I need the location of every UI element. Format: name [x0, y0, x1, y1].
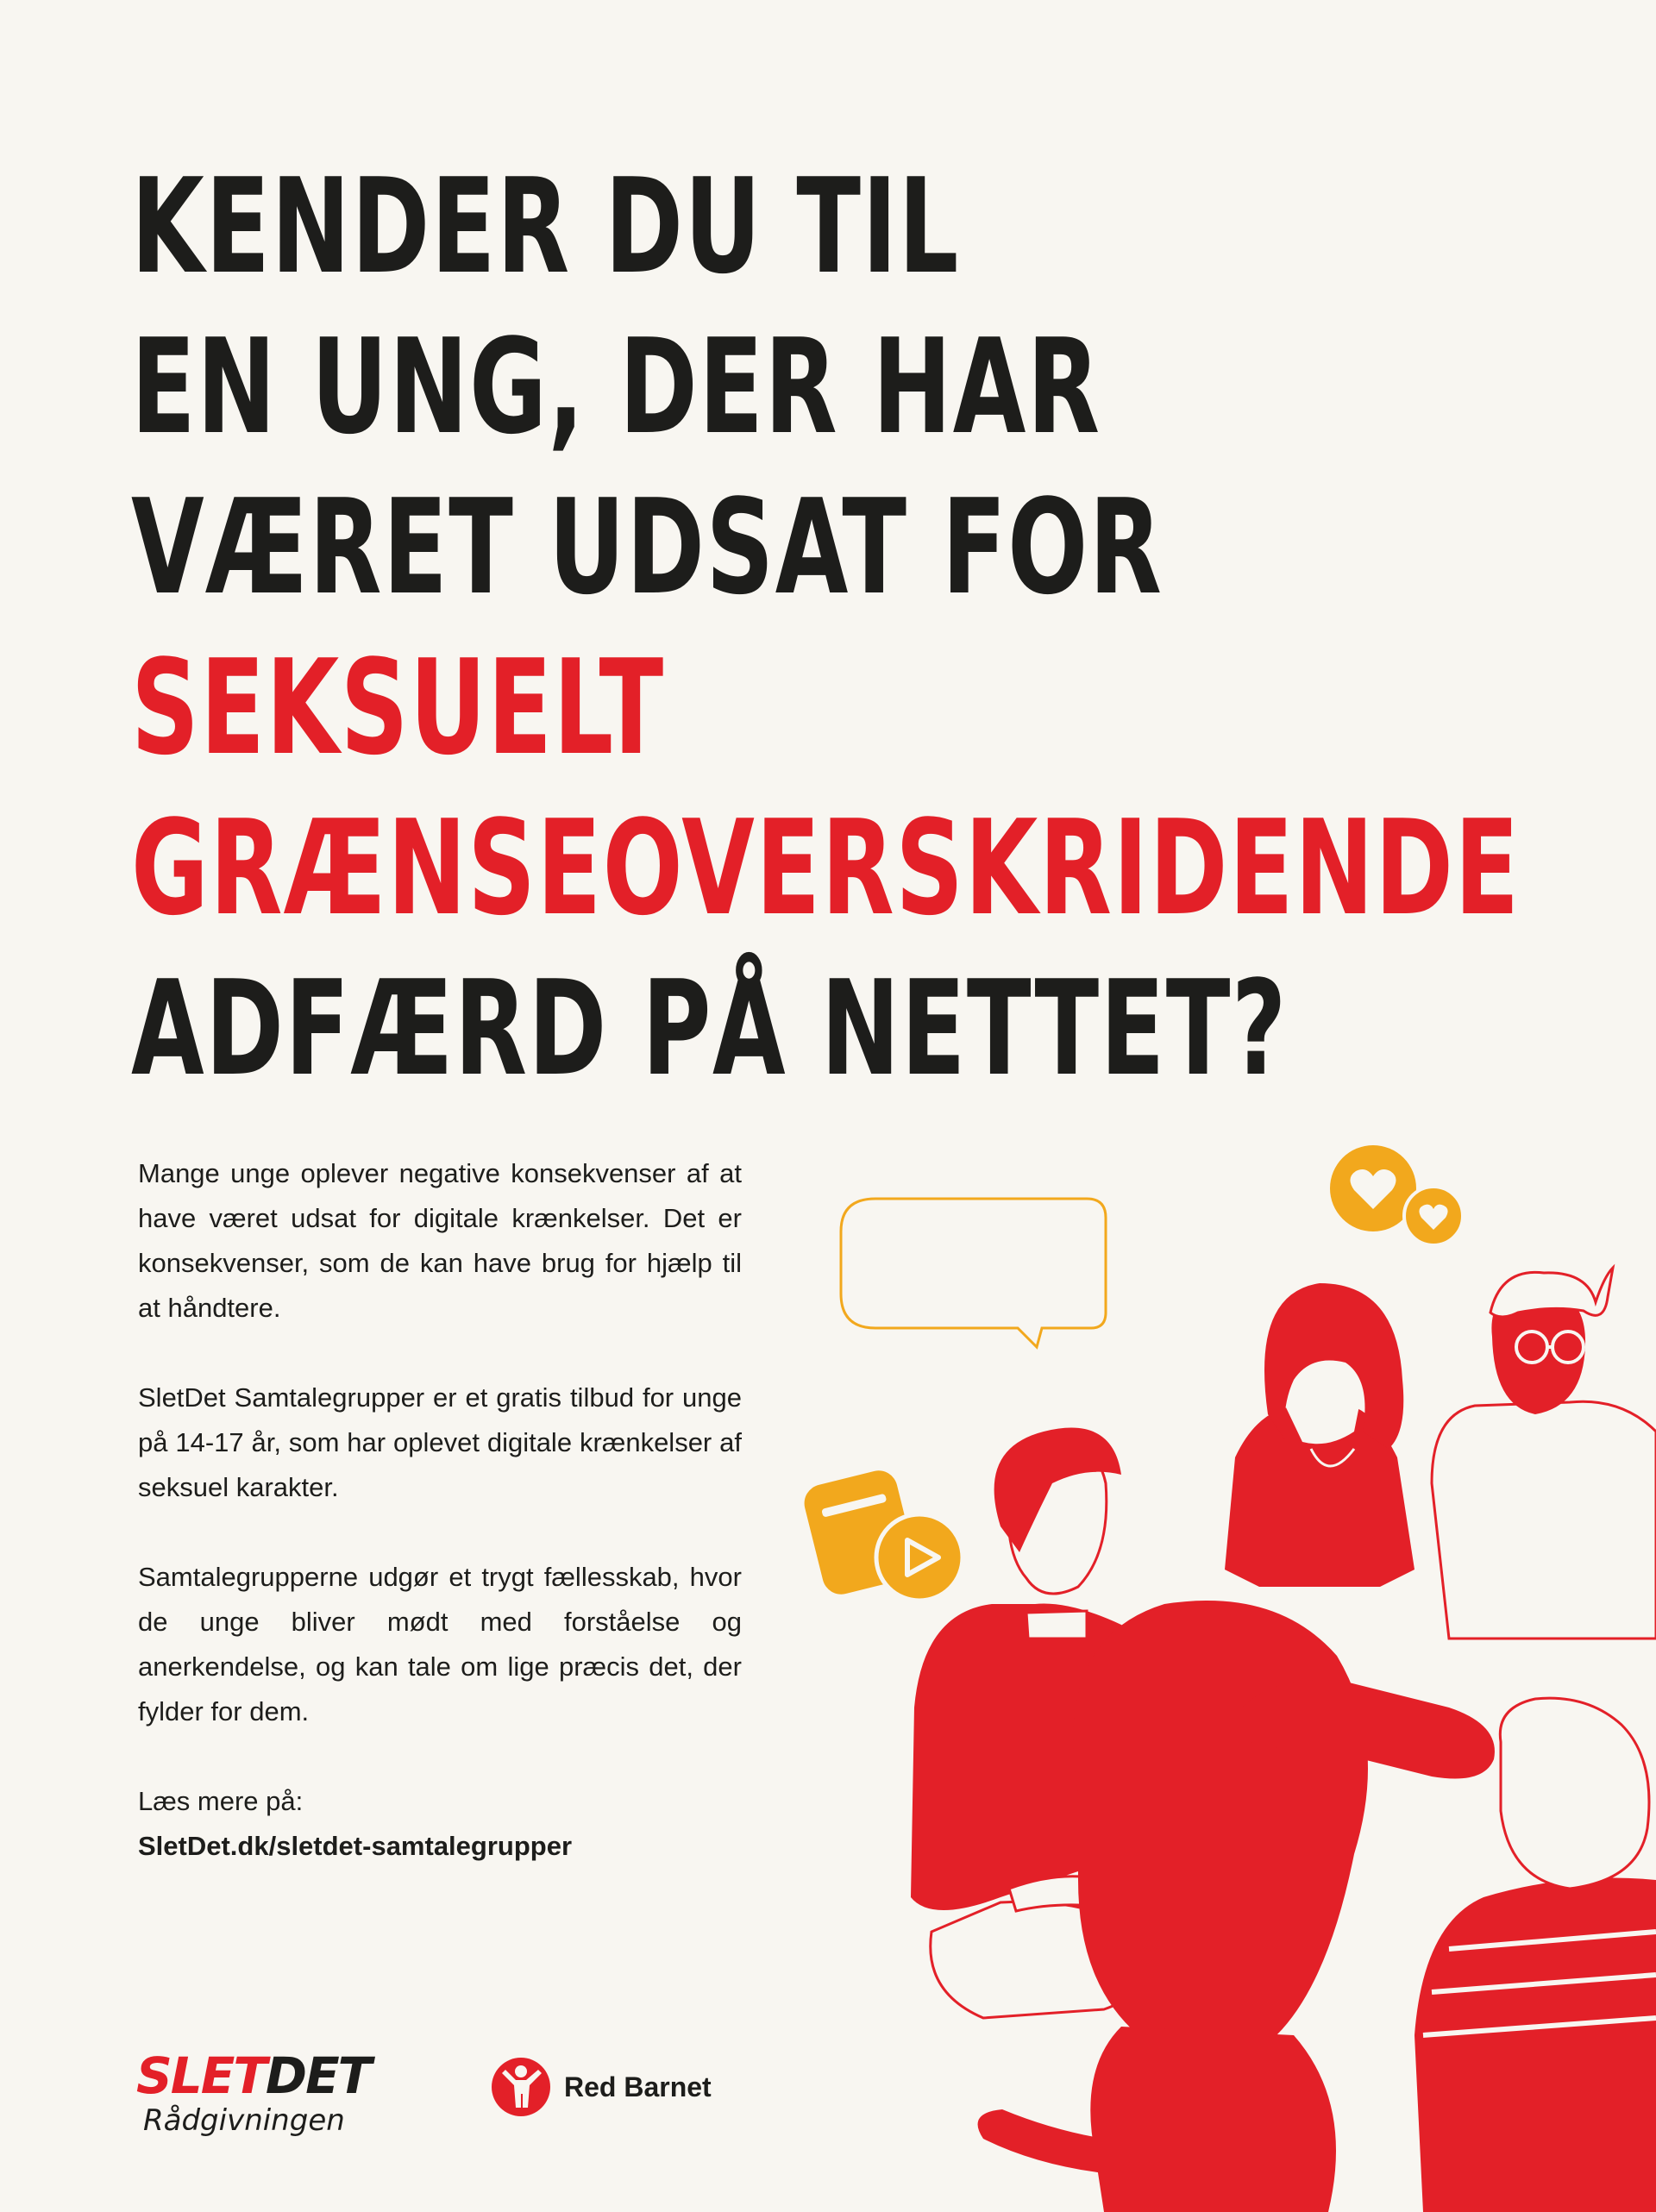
headline-line-1: KENDER DU TIL — [131, 150, 960, 303]
heart-icon — [1404, 1187, 1463, 1245]
sletdet-logo-word-1: SLET — [136, 2046, 266, 2105]
headline-line-5: GRÆNSEOVERSKRIDENDE — [131, 792, 1521, 944]
sletdet-logo — [136, 2046, 371, 2143]
sletdet-logo-word-2: DET — [265, 2046, 371, 2105]
chat-bubble-icon — [841, 1199, 1106, 1347]
person-glasses-figure — [1432, 1268, 1656, 1639]
paragraph-offer: SletDet Samtalegrupper er et gratis tilbud for unge på 14-17 år, som har oplevet digitale krænkelser af seksuel karakter. — [138, 1382, 742, 1502]
body-text — [138, 1151, 742, 1869]
paragraph-intro: Mange unge oplever negative konsekvenser af at have været udsat for digitale krænkelser. Det er konsekvenser, som de kan have brug for hjælp til at håndtere. — [138, 1158, 742, 1323]
read-more-link[interactable]: SletDet.dk/sletdet-samtalegrupper — [138, 1831, 573, 1861]
headline-line-3: VÆRET UDSAT FOR — [131, 471, 1164, 623]
person-girl-figure — [1225, 1283, 1414, 1587]
play-icon — [876, 1514, 963, 1601]
illustration — [794, 1121, 1656, 2212]
red-barnet-name: Red Barnet — [564, 2071, 712, 2102]
paragraph-groups: Samtalegrupperne udgør et trygt fællesskab, hvor de unge bliver mødt med forståelse og anerkendelse, og kan tale om lige præcis det, der fylder for dem. — [138, 1562, 742, 1726]
red-barnet-logo — [490, 2052, 712, 2121]
headline-line-6: ADFÆRD PÅ NETTET? — [131, 952, 1288, 1105]
read-more-label: Læs mere på: — [138, 1786, 304, 1816]
headline-line-4: SEKSUELT — [131, 631, 665, 784]
red-barnet-emblem-icon — [490, 2056, 552, 2118]
headline-line-2: EN UNG, DER HAR — [131, 310, 1101, 463]
sletdet-logo-subtitle: Rådgivningen — [143, 2103, 345, 2138]
headline — [131, 147, 1521, 1109]
